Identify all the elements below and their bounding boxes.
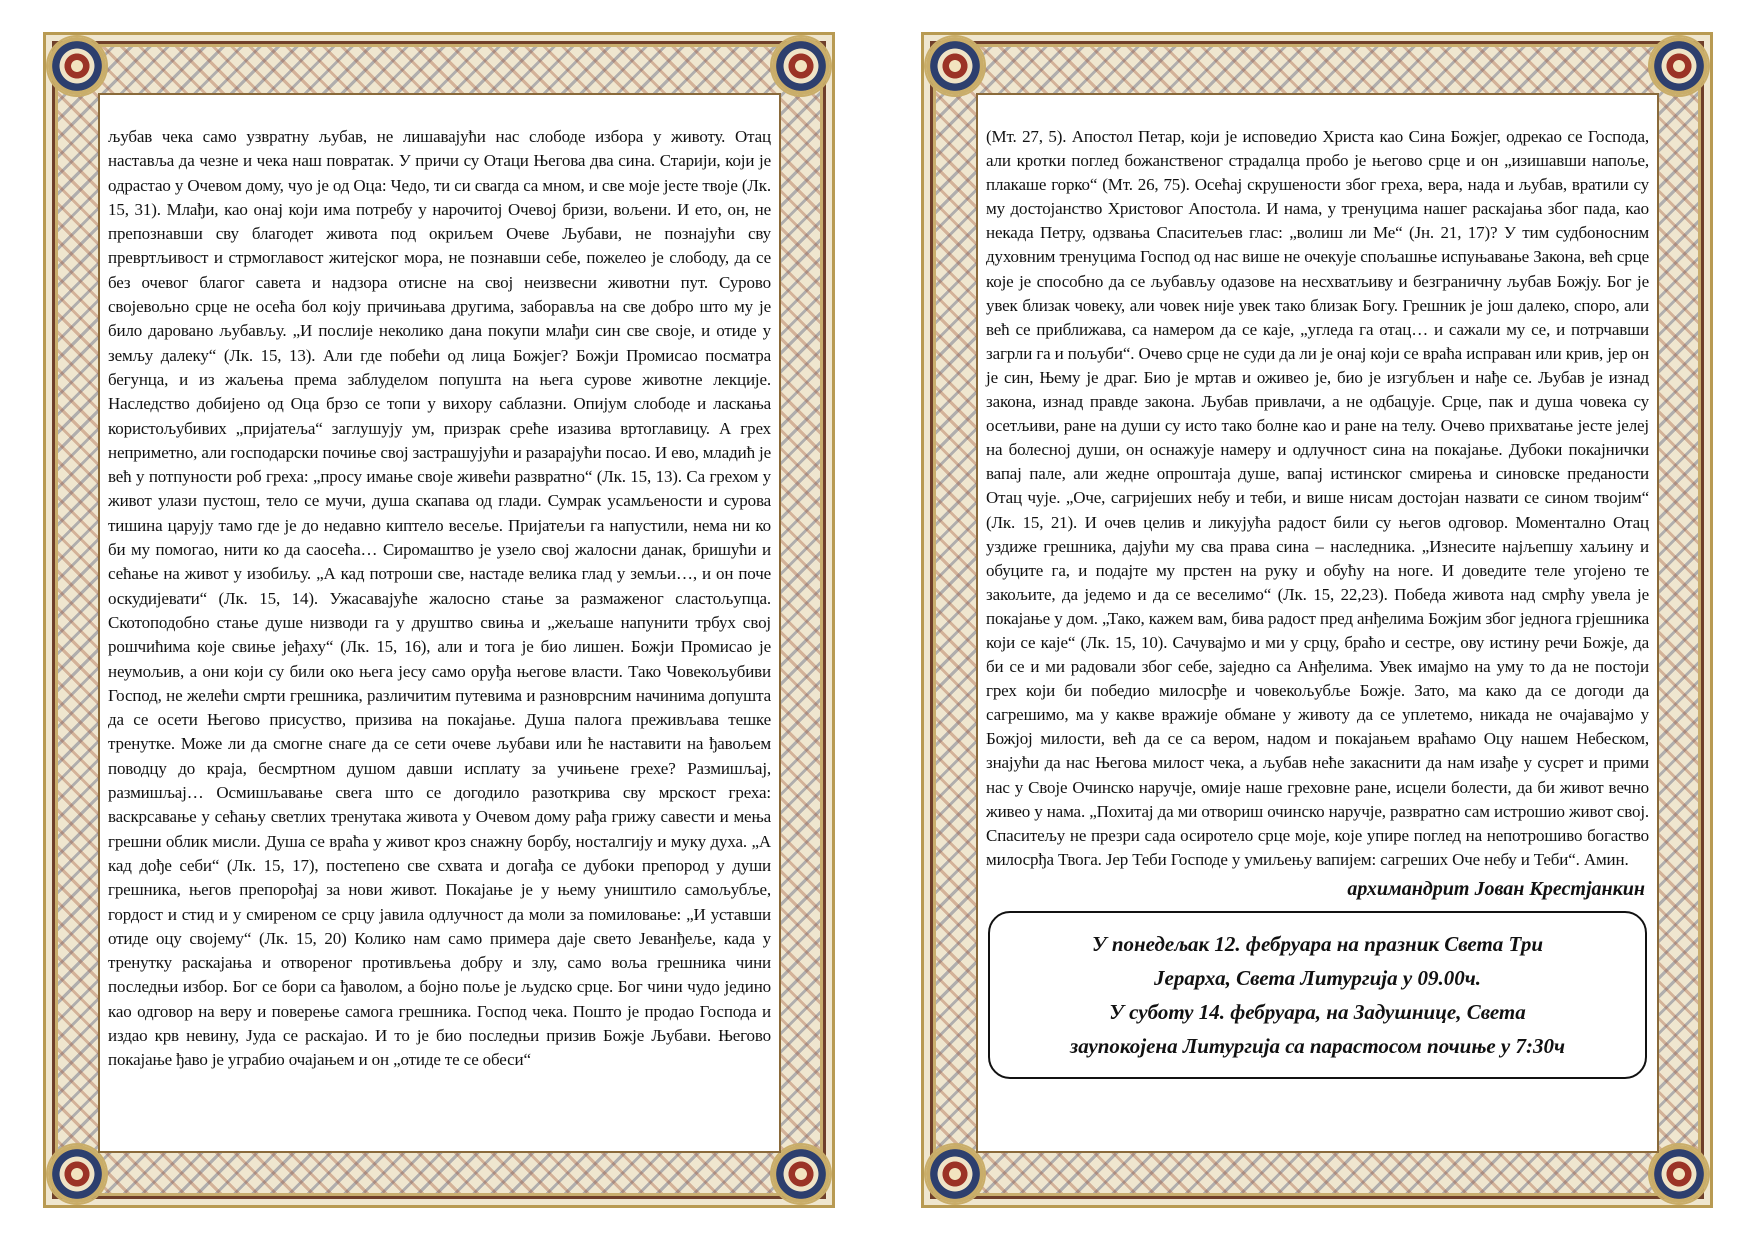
ornament-rosette-icon [926, 37, 984, 95]
ornament-rosette-icon [772, 1145, 830, 1203]
left-page-frame [43, 32, 835, 1208]
announcement-line: У суботу 14. фебруара, на Задушнице, Света [1109, 999, 1526, 1024]
ornament-rosette-icon [1650, 37, 1708, 95]
right-page-frame [921, 32, 1713, 1208]
ornament-rosette-icon [48, 1145, 106, 1203]
ornament-rosette-icon [48, 37, 106, 95]
ornament-rosette-icon [926, 1145, 984, 1203]
ornament-rosette-icon [772, 37, 830, 95]
ornament-rosette-icon [1650, 1145, 1708, 1203]
left-page-body-text: љубав чека само узвратну љубав, не лишавајући нас слободе избора у животу. Отац наставља да чезне и чека наш повратак. У причи су Отаци Његова два сина. Старији, који је одрастао у Очевом дому, чуо је од Оца: Чедо, ти си свагда са мном, и све моје јесте твоје (Лк. 15, 31). Млађи, као онај који има потребу у нарочитој Очевој бризи, вољени. И ето, он, не препознавши сву благодет живота под окриљем Очеве Љубави, не познајући сву превртљивост и стрмоглавост житејског мора, не познавши себе, пожелео је слободу, да се без очевог благог савета и надзора отисне на свој неизвесни животни пут. Сурово својевољно срце не осећа бол коју причињава другима, заборавља на све добро што му је било даровано љубављу. „И послије неколико дана покупи млађи син све своје, и отиде у земљу далеку“ (Лк. 15, 13). Али где побећи од лица Божјег? Божји Промисао посматра бегунца, и из жаљења према заблуделом попушта на њега сурове животне лекције. Наследство добијено од Оца брзо се топи у вихору саблазни. Опијум слободе и ласкања користољубивих „пријатеља“ заглушују ум, призрак среће изазива вртоглавицу. А грех неприметно, али господарски почиње свој застрашујући и разарајући посао. И ево, младић је већ у потпуности роб греха: „просу имање своје живећи развратно“ (Лк. 15, 13). Са грехом у живот улази пустош, тело се мучи, душа скапава од глади. Сумрак усамљености и сурова тишина царују тамо где је до недавно киптело весеље. Пријатељи га напустили, нема ни ко би му помогао, нити ко да саосећа… Сиромаштво је узело свој жалосни данак, бришући и сећање на живот у изобиљу. „А кад потроши све, настаде велика глад у земљи…, и он поче оскудијевати“ (Лк. 15, 14). Ужасавајуће жалосно стање за размаженог сластољупца. Скотоподобно стање душе низводи га у друштво свиња и „жељаше напунити трбух свој рошчићима које свиње јеђаху“ (Лк. 15, 16), али и тога је био лишен. Божји Промисао је неумољив, а они који су били око њега јесу само оруђа његове власти. Тако Човекољубиви Господ, не желећи смрти грешника, различитим путевима и разноврсним начинима допушта да се осети Његово присуство, призива на покајање. Душа палога преживљава тешке тренутке. Може ли да смогне снаге да се сети очеве љубави или ће наставити на ђавољем поводцу до краја, бесмртном душом давши исплату за учињене грехе? Размишљај, размишљај… Осмишљавање свега што се догодило разоткрива сву мрскост греха: васкрсавање у сећању светлих тренутака живота у Очевом дому рађа грижу савести и мења грешни облик мисли. Душа се враћа у живот кроз снажну борбу, носталгију и муку духа. „А кад дође себи“ (Лк. 15, 17), постепено све схвата и догађа се дубоки препород у души грешника, његов препорођај за нови живот. Покајање је у њему уништило самољубље, гордост и стид и у смиреном се срцу јавила одлучност да моли за помиловање: „И уставши отиде оцу својему“ (Лк. 15, 20) Колико нам само примера даје свето Јеванђеље, када у тренутку раскајања и отвореног противљења добру и злу, само воља грешника чини последњи избор. Бог се бори са ђаволом, а бојно поље је људско срце. Бог чини чудо једино као одговор на веру и поверење самога грешника. Господ чека. Пошто је продао Господа и издао крв невину, Јуда се раскајао. И то је био последњи призив Божје Љубави. Његово покајање ђаво је уграбио очајањем и он „отиде те се обеси“ [108, 127, 771, 1070]
announcement-box [988, 911, 1647, 1079]
author-signature: архимандрит Јован Крестјанкин [1347, 877, 1645, 900]
left-text-panel [98, 93, 781, 1153]
right-page-body-text: (Мт. 27, 5). Апостол Петар, који је исповедио Христа као Сина Божјег, одрекао се Господа, али кротки поглед божанственог страдалца пробо је његово срце и он „изишавши напоље, плакаше горко“ (Мт. 26, 75). Осећај скрушености због греха, вера, нада и љубав, вратили су му достојанство Христовог Апостола. И нама, у тренуцима нашег раскајања због пада, као некада Петру, одзвања Спаситељев глас: „волиш ли Ме“ (Јн. 21, 17)? У тим судбоносним духовним тренуцима Господ од нас више не очекује спољашње испуњавање Закона, већ срце које је способно да се љубављу одазове на несхватљиву и безграничну љубав Божју. Бог је увек близак човеку, али човек није увек тако близак Богу. Грешник је још далеко, споро, али већ се приближава, са намером да се каје, „угледа га отац… и сажали му се, и потрчавши загрли га и пољуби“. Очево срце не суди да ли је онај који се враћа исправан или крив, јер он је син, Њему је драг. Био је мртав и оживео је, био је изгубљен и нађе се. Љубав је изнад закона, изнад правде закона. Љубав привлачи, а не одбацује. Срце, пак и душа човека су осетљиви, ране на души су исто тако болне као и ране на телу. Очево прихватање јесте јелеј на болесној души, он оснажује намеру и одлучност сина на покајање. Дубоки покајнички вапај пале, али жедне опроштаја душе, вапај истинског смирења и синовске преданости Отац чује. „Оче, сагријеших небу и теби, и више нисам достојан назвати се сином твојим“ (Лк. 15, 21). И очев целив и ликујућа радост били су његов одговор. Моментално Отац уздиже грешника, дајући му сва права сина – наследника. „Изнесите најљепшу хаљину и обуците га, и подајте му прстен на руку и обућу на ноге. И доведите теле угојено те закољите, да једемо и да се веселимо“ (Лк. 15, 22,23). Победа живота над смрћу увела је покајање у дом. „Тако, кажем вам, бива радост пред анђелима Божјим због једнога грјешника који се каје“ (Лк. 15, 10). Сачувајмо и ми у срцу, браћо и сестре, ову истину речи Божје, да би се и ми радовали због себе, заједно са Анђелима. Увек имајмо на уму то да не постоји грех који би победио милосрђе и човекољубље Божје. Зато, ма како да се догоди да сагрешимо, ма у какве вражије обмане у животу да се уплетемо, никада не очајавајмо у Божјој милости, већ да се са вером, надом и покајањем враћамо Оцу нашем Небеском, знајући да нас Његова милост чека, а љубав неће закаснити да нам изађе у сусрет и прими нас у Своје Очинско наручје, омије наше греховне ране, исцели болести, да би живот вечно живео у нама. „Похитај да ми отвориш очинско наручје, развратно сам истрошио живот свој. Спаситељу не презри сада осиротело срце моје, које упире поглед на непотрошиво богаство милосрђа Твога. Јер Теби Господе у умиљењу вапијем: сагреших Оче небу и Теби“. Амин. [986, 127, 1649, 869]
announcement-line: заупокојена Литургија са парастосом почиње у 7:30ч [1070, 1033, 1565, 1058]
announcement-line: Јерарха, Света Литургија у 09.00ч. [1154, 965, 1481, 990]
announcement-line: У понедељак 12. фебруара на празник Света Три [1091, 931, 1544, 956]
right-text-panel [976, 93, 1659, 1153]
